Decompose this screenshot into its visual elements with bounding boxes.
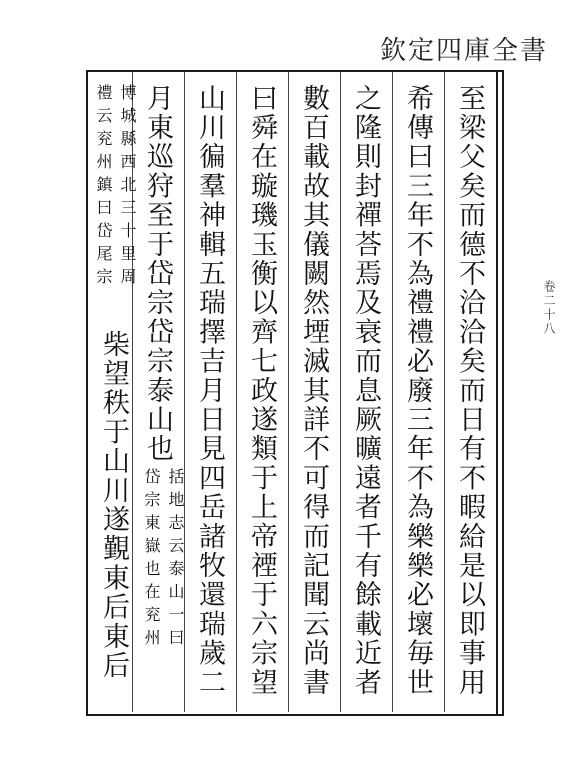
note-column-7-left: 岱宗東嶽也在兖州 — [142, 468, 161, 652]
note-column-7-right: 括地志云泰山一曰 — [166, 468, 185, 652]
text-column-2: 希傳曰三年不為禮禮必廢三年不為樂樂必壞毎世 — [402, 84, 433, 698]
header-title: 欽定四庫全書 — [379, 36, 548, 66]
text-column-7: 月東巡狩至于岱宗岱宗泰山也 — [142, 84, 173, 464]
column-rule — [236, 72, 237, 712]
text-column-6: 山川徧羣神輯五瑞擇吉月日見四岳諸牧還瑞歲二 — [194, 84, 225, 698]
column-rule — [288, 72, 289, 712]
volume-note: 卷二十八 — [542, 280, 556, 336]
text-column-1: 至梁父矣而德不洽洽矣而日有不暇給是以即事用 — [454, 84, 485, 698]
column-rule — [444, 72, 445, 712]
text-column-3: 之隆則封禪荅焉及衰而息厥曠遠者千有餘載近者 — [350, 84, 381, 698]
note-column-8-left: 禮云兖州鎮曰岱尾宗 — [94, 84, 113, 291]
column-rule — [392, 72, 393, 712]
note-column-8-right: 博城縣西北三十里周 — [118, 84, 137, 291]
text-column-8: 柴望秩于山川遂覲東后東后 — [98, 330, 129, 681]
column-rule — [340, 72, 341, 712]
text-column-5: 曰舜在璇璣玉衡以齊七政遂類于上帝禋于六宗望 — [246, 84, 277, 698]
text-column-4: 數百載故其儀闕然堙滅其詳不可得而記聞云尚書 — [298, 84, 329, 698]
